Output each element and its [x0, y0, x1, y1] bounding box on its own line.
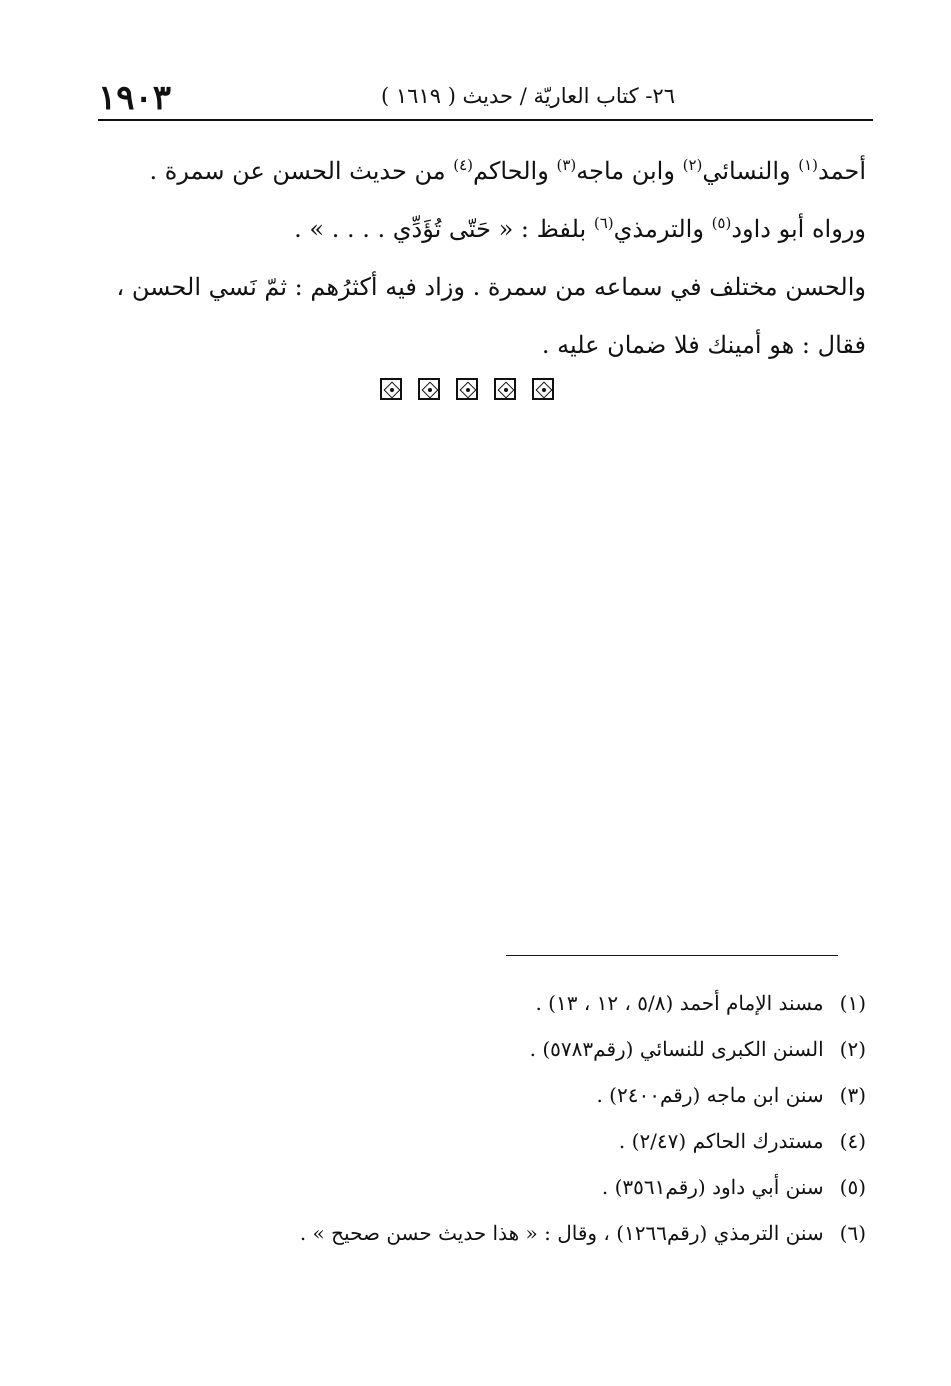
footnote-number: (١)	[839, 991, 866, 1015]
section-divider-ornaments	[380, 378, 554, 406]
footnote-item	[230, 1026, 866, 1072]
footnote-item	[230, 1118, 866, 1164]
footnote-number: (٢)	[839, 1037, 866, 1061]
ornament-icon	[456, 378, 478, 400]
text-fragment: وابن ماجه	[576, 157, 675, 185]
footnote-ref-5[interactable]: (٥)	[711, 214, 732, 232]
text-fragment: من حديث الحسن عن سمرة .	[149, 157, 446, 185]
text-line-3: والحسن مختلف في سماعه من سمرة . وزاد فيه أكثرُهم : ثمّ نَسي الحسن ،	[116, 273, 866, 301]
ornament-icon	[418, 378, 440, 400]
footnote-number: (٤)	[839, 1129, 866, 1153]
footnote-ref-1[interactable]: (١)	[798, 156, 819, 174]
ornament-icon	[494, 378, 516, 400]
footnote-ref-6[interactable]: (٦)	[593, 214, 614, 232]
footnote-number: (٦)	[839, 1221, 866, 1245]
text-fragment: أحمد	[818, 157, 866, 185]
footnote-item	[230, 980, 866, 1026]
text-line-2	[100, 200, 866, 258]
text-line-4: فقال : هو أمينك فلا ضمان عليه .	[541, 331, 866, 359]
page-number: ١٩٠٣	[98, 78, 172, 118]
footnote-text: سنن ابن ماجه (رقم٢٤٠٠) .	[596, 1083, 824, 1107]
text-line-1	[100, 142, 866, 200]
footnotes-list	[230, 980, 866, 1256]
footnote-text: مسند الإمام أحمد (٥/٨ ، ١٢ ، ١٣) .	[535, 991, 824, 1015]
text-fragment: والترمذي	[613, 215, 704, 243]
ornament-icon	[532, 378, 554, 400]
ornament-icon	[380, 378, 402, 400]
footnote-item	[230, 1072, 866, 1118]
footnote-text: السنن الكبرى للنسائي (رقم٥٧٨٣) .	[529, 1037, 824, 1061]
footnote-item	[230, 1210, 866, 1256]
main-text	[100, 142, 866, 374]
running-title: ٢٦- كتاب العاريّة / حديث ( ١٦١٩ )	[381, 84, 675, 108]
page-header	[98, 78, 873, 118]
footnote-text: سنن الترمذي (رقم١٢٦٦) ، وقال : « هذا حديث حسن صحيح » .	[299, 1221, 824, 1245]
footnote-ref-4[interactable]: (٤)	[453, 156, 474, 174]
footnote-text: سنن أبي داود (رقم٣٥٦١) .	[601, 1175, 824, 1199]
footnote-ref-3[interactable]: (٣)	[556, 156, 577, 174]
footnote-text: مستدرك الحاكم (٢/٤٧) .	[618, 1129, 824, 1153]
text-fragment: ورواه أبو داود	[731, 215, 866, 243]
footnote-separator	[506, 955, 838, 956]
footnote-item	[230, 1164, 866, 1210]
footnote-ref-2[interactable]: (٢)	[682, 156, 703, 174]
text-fragment: والنسائي	[702, 157, 791, 185]
footnote-number: (٥)	[839, 1175, 866, 1199]
text-fragment: والحاكم	[473, 157, 549, 185]
header-rule	[98, 119, 873, 121]
text-fragment: بلفظ : « حَتّى تُؤَدِّي . . . . » .	[294, 215, 587, 243]
footnote-number: (٣)	[839, 1083, 866, 1107]
